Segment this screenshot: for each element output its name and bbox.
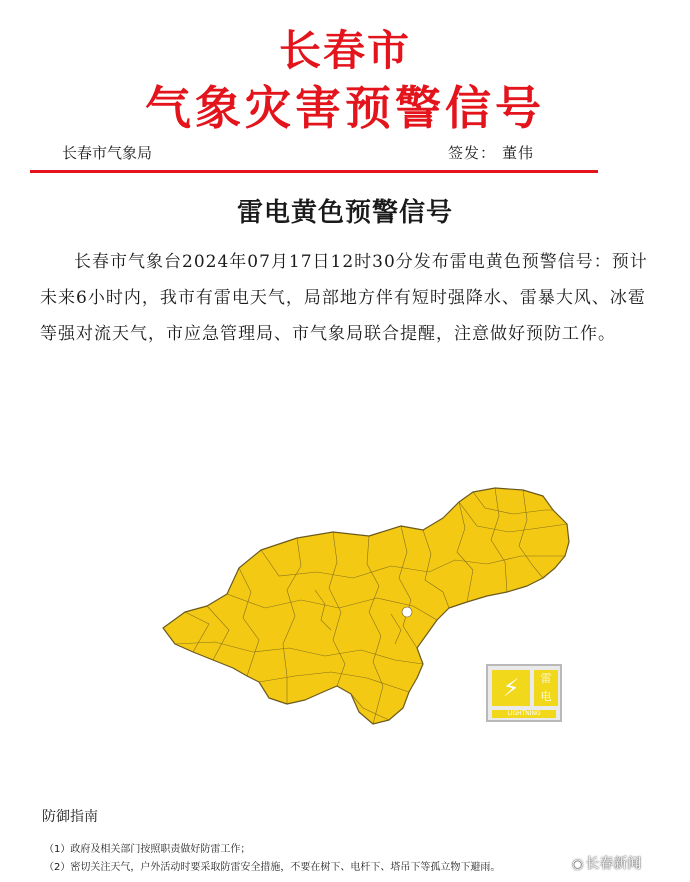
yellow-lightning-badge	[486, 664, 562, 722]
badge-band: LIGHTNING	[492, 710, 556, 718]
lightning-icon: ⚡	[492, 670, 530, 706]
guide-item: （2）密切关注天气，户外活动时要采取防雷安全措施，不要在树下、电杆下、塔吊下等孤立物下避雨。	[44, 862, 501, 873]
badge-char: 雷	[540, 672, 552, 685]
document-title-city: 长春市	[278, 26, 411, 75]
header-divider	[30, 170, 598, 173]
guide-title: 防御指南	[42, 809, 98, 825]
watermark-text: 长春新闻	[585, 856, 642, 872]
urban-area-marker	[402, 607, 412, 617]
weibo-icon: ◉	[572, 857, 584, 872]
signer-name: 董伟	[502, 144, 535, 162]
signal-title: 雷电黄色预警信号	[236, 198, 453, 228]
issuing-agency: 长春市气象局	[62, 144, 153, 162]
signer	[448, 142, 534, 163]
guide-item: （1）政府及相关部门按照职责做好防雷工作；	[44, 844, 251, 855]
badge-label	[534, 670, 558, 706]
signal-body: 长春市气象台2024年07月17日12时30分发布雷电黄色预警信号：预计未来6小时内，我市有雷电天气，局部地方伴有短时强降水、雷暴大风、冰雹等强对流天气，市应急管理局、市气象局联合提醒，注意做好预防工作。	[40, 252, 648, 344]
badge-char: 电	[540, 690, 552, 703]
document-title-warning: 气象灾害预警信号	[145, 81, 545, 135]
signer-label: 签发：	[448, 144, 497, 162]
weibo-watermark	[572, 853, 641, 873]
